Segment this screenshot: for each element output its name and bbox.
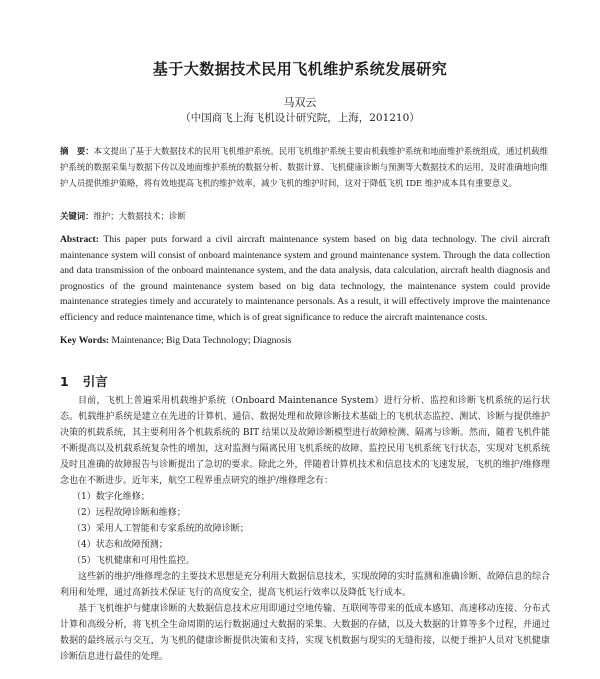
keywords-chinese-label: 关键词： bbox=[60, 211, 94, 221]
abstract-chinese bbox=[60, 143, 548, 191]
keywords-chinese bbox=[60, 208, 548, 224]
list-item: （2）远程故障诊断和维修； bbox=[72, 508, 186, 518]
abstract-english bbox=[60, 232, 550, 326]
keywords-chinese-text: 维护；大数据技术；诊断 bbox=[93, 211, 186, 221]
list-item: （5）飞机健康和可用性监控。 bbox=[72, 556, 195, 566]
list-item: （1）数字化维修； bbox=[72, 492, 150, 502]
list-item: （4）状态和故障预测； bbox=[72, 540, 168, 550]
abstract-english-label: Abstract: bbox=[60, 234, 99, 245]
body-paragraph: 目前，飞机上普遍采用机载维护系统（Onboard Maintenance System）进行分析、监控和诊断飞机系统的运行状态。机载维护系统是建立在先进的计算机、通信、数据处理和故障诊断技术基础上的飞机状态监控、测试、诊断与提供维护决策的机载系统，其主要利用各个机载系统的 BIT 结果以及故障诊断模型进行故障检测、隔离与诊断。然而，随着飞机件能不断提高以及机载系统复杂性的增加，这对监测与隔离民用飞机系统的故障、监控民用飞机系统飞行状态，实现对飞机系统及时且准确的故障报告与诊断提出了急切的要求。除此之外，伴随着计算机技术和信息技术的飞速发展，飞机的维护/维修理念也在不断进步。近年来，航空工程界重点研究的维护/维修理念有： bbox=[60, 396, 550, 486]
abstract-chinese-label: 摘 要： bbox=[60, 146, 94, 156]
keywords-english-text: Maintenance; Big Data Technology; Diagnosis bbox=[111, 335, 292, 346]
section-title: 引言 bbox=[82, 374, 108, 389]
abstract-english-text: This paper puts forward a civil aircraft maintenance system based on big data technology. The civil aircraft maintenance system will consist of onboard maintenance system and ground maintenance system. Through the data collection and data transmission of the onboard maintenance system, and the data analysis, data calculation, aircraft health diagnosis and prognostics of the ground maintenance system based on big data technology, the maintenance system could provide maintenance strategies timely and accurately to maintenance personals. As a result, it will effectively improve the maintenance efficiency and reduce maintenance time, which is of great significance to reduce the aircraft maintenance costs. bbox=[60, 234, 550, 323]
list-item: （3）采用人工智能和专家系统的故障诊断； bbox=[72, 524, 249, 534]
paper-title: 基于大数据技术民用飞机维护系统发展研究 bbox=[152, 60, 448, 78]
section-heading bbox=[60, 372, 108, 390]
body-paragraph: 基于飞机维护与健康诊断的大数据信息技术应用即通过空地传输、互联网等带来的低成本感知、高速移动连接、分布式计算和高级分析，将飞机全生命周期的运行数据通过大数据的采集、大数据的存储，以及大数据的计算等多个过程，并通过数据的最终展示与交互，为飞机的健康诊断提供决策和支持，实现飞机数据与现实的无缝衔接，以便于维护人员对飞机健康诊断信息进行最佳的处理。 bbox=[60, 604, 550, 662]
keywords-english-label: Key Words: bbox=[60, 335, 110, 346]
section-number: 1 bbox=[60, 374, 69, 389]
author-name: 马双云 bbox=[283, 96, 317, 109]
abstract-chinese-text: 本文提出了基于大数据技术的民用飞机维护系统。民用飞机维护系统主要由机载维护系统和地面维护系统组成，通过机载维护系统的数据采集与数据下传以及地面维护系统的数据分析、数据计算、飞机健康诊断与预测等大数据技术的运用，及时准确地向维护人员提供维护策略，将有效地提高飞机的维护效率，减少飞机的维护时间，这对于降低飞机 IDE 维护成本具有重要意义。 bbox=[60, 146, 549, 188]
body-text bbox=[60, 393, 550, 665]
body-paragraph: 这些新的维护/维修理念的主要技术思想是充分利用大数据信息技术，实现故障的实时监测和准确诊断、故障信息的综合利用和处理，通过高新技术保证飞行的高度安全，提高飞机运行效率以及降低飞行成本。 bbox=[60, 572, 550, 598]
keywords-english bbox=[60, 334, 550, 348]
author-affiliation: （中国商飞上海飞机设计研究院，上海，201210） bbox=[180, 112, 420, 124]
